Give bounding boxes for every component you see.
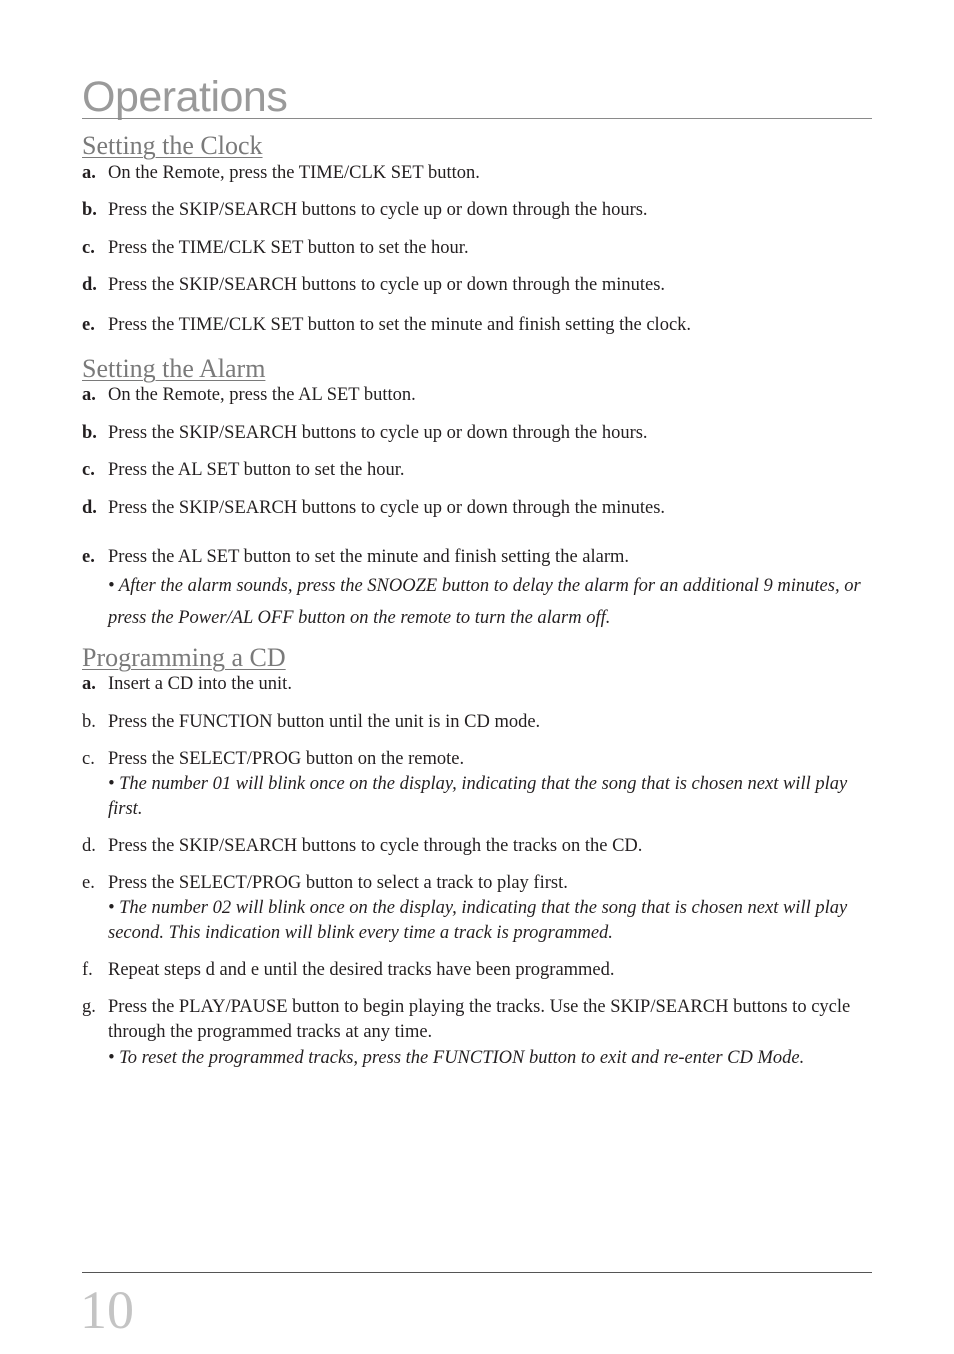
list-item [82, 496, 872, 521]
step-label: d. [82, 275, 97, 295]
step-label: e. [82, 547, 95, 567]
list-item [82, 834, 872, 859]
list-item [82, 747, 872, 772]
list-item [82, 236, 872, 261]
step-text: Repeat steps d and e until the desired tracks have been programmed. [108, 960, 615, 980]
list-item [82, 458, 872, 483]
step-text: Press the SKIP/SEARCH buttons to cycle through the tracks on the CD. [108, 836, 643, 856]
list-item [82, 958, 872, 983]
cd-note: • To reset the programmed tracks, press the FUNCTION button to exit and re-enter CD Mode. [108, 1048, 805, 1068]
step-label: g. [82, 997, 96, 1017]
step-label: d. [82, 836, 96, 856]
step-text: On the Remote, press the AL SET button. [108, 385, 416, 405]
step-label: b. [82, 423, 97, 443]
step-label: b. [82, 200, 97, 220]
cd-note: • The number 02 will blink once on the display, indicating that the song that is chosen next will play second. This indication will blink every time a track is programmed. [108, 898, 848, 943]
list-item [82, 273, 872, 298]
step-text: Press the AL SET button to set the minute and finish setting the alarm. [108, 547, 630, 567]
step-label: a. [82, 385, 96, 405]
list-item [82, 198, 872, 223]
step-text: Press the AL SET button to set the hour. [108, 460, 405, 480]
list-item [82, 383, 872, 408]
step-text: Press the TIME/CLK SET button to set the minute and finish setting the clock. [108, 315, 692, 335]
page-title: Operations [82, 73, 288, 121]
step-text: Press the TIME/CLK SET button to set the hour. [108, 238, 469, 258]
step-text: On the Remote, press the TIME/CLK SET button. [108, 163, 480, 183]
list-item [82, 995, 872, 1045]
step-text: Press the FUNCTION button until the unit is in CD mode. [108, 712, 541, 732]
page-number: 10 [80, 1280, 134, 1340]
list-item [82, 421, 872, 446]
section-title-clock: Setting the Clock [82, 131, 263, 160]
list-item [82, 545, 872, 570]
step-label: e. [82, 315, 95, 335]
alarm-note: • After the alarm sounds, press the SNOOZE button to delay the alarm for an additional 9 minutes, or press the Power/AL OFF button on the remote to turn the alarm off. [108, 576, 861, 628]
step-text: Press the SKIP/SEARCH buttons to cycle up or down through the minutes. [108, 275, 666, 295]
list-item [82, 710, 872, 735]
step-label: e. [82, 873, 95, 893]
step-label: f. [82, 960, 93, 980]
list-item [82, 313, 872, 338]
step-label: c. [82, 749, 95, 769]
step-label: a. [82, 163, 96, 183]
step-text: Press the PLAY/PAUSE button to begin playing the tracks. Use the SKIP/SEARCH buttons to cycle through the programmed tracks at any time. [108, 997, 851, 1042]
list-item [82, 871, 872, 896]
step-label: c. [82, 238, 95, 258]
step-text: Press the SELECT/PROG button on the remote. [108, 749, 465, 769]
list-item [82, 672, 872, 697]
footer-divider [82, 1272, 872, 1273]
step-text: Press the SKIP/SEARCH buttons to cycle up or down through the hours. [108, 423, 648, 443]
step-text: Press the SKIP/SEARCH buttons to cycle up or down through the hours. [108, 200, 648, 220]
step-text: Press the SKIP/SEARCH buttons to cycle up or down through the minutes. [108, 498, 666, 518]
step-label: b. [82, 712, 96, 732]
step-label: d. [82, 498, 97, 518]
section-title-cd: Programming a CD [82, 643, 286, 672]
list-item [82, 161, 872, 186]
step-text: Insert a CD into the unit. [108, 674, 292, 694]
section-title-alarm: Setting the Alarm [82, 354, 266, 383]
step-label: c. [82, 460, 95, 480]
cd-note: • The number 01 will blink once on the display, indicating that the song that is chosen next will play first. [108, 774, 848, 819]
title-divider [82, 118, 872, 119]
step-label: a. [82, 674, 96, 694]
step-text: Press the SELECT/PROG button to select a track to play first. [108, 873, 568, 893]
